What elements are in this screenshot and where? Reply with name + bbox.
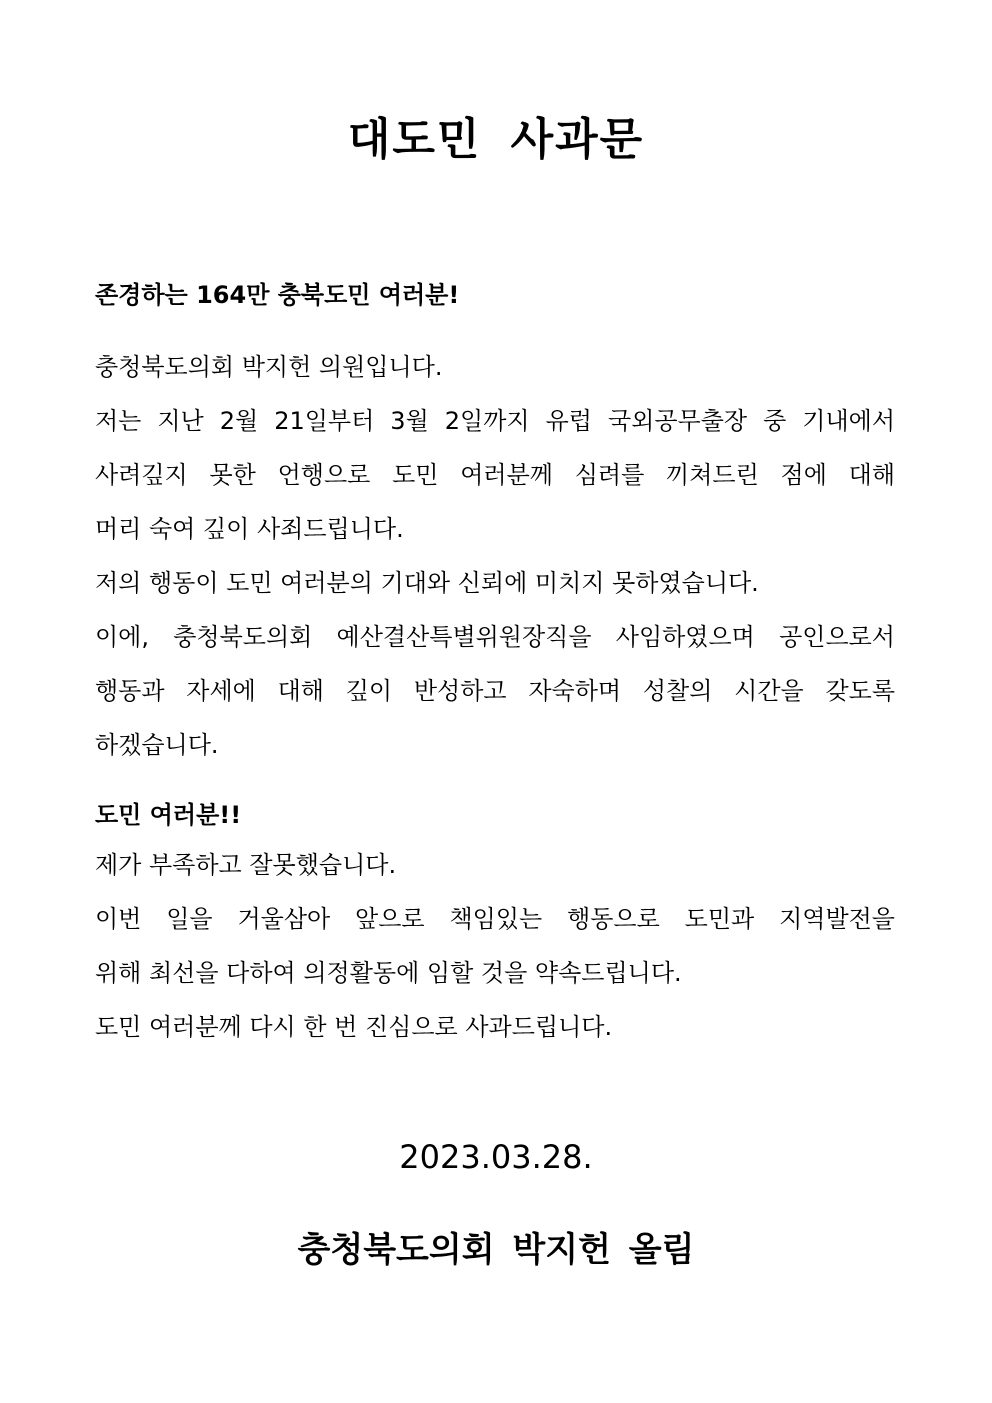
paragraph-line: 머리 숙여 깊이 사죄드립니다. — [95, 515, 404, 543]
document-date: 2023.03.28. — [399, 1138, 593, 1176]
paragraph-line: 도민 여러분께 다시 한 번 진심으로 사과드립니다. — [95, 1013, 613, 1041]
greeting-heading: 존경하는 164만 충북도민 여러분! — [95, 281, 460, 309]
paragraph-line: 이번 일을 거울삼아 앞으로 책임있는 행동으로 도민과 지역발전을 — [95, 905, 895, 933]
signature: 충청북도의회 박지헌 올림 — [297, 1230, 695, 1270]
apology-paragraph-2 — [95, 838, 895, 1054]
paragraph-line: 저의 행동이 도민 여러분의 기대와 신뢰에 미치지 못하였습니다. — [95, 569, 759, 597]
second-address-heading: 도민 여러분!! — [95, 801, 242, 829]
paragraph-line: 이에, 충청북도의회 예산결산특별위원장직을 사임하였으며 공인으로서 — [95, 623, 895, 651]
paragraph-line: 충청북도의회 박지헌 의원입니다. — [95, 353, 443, 381]
document-title: 대도민 사과문 — [347, 114, 645, 165]
paragraph-line: 사려깊지 못한 언행으로 도민 여러분께 심려를 끼쳐드린 점에 대해 — [95, 461, 895, 489]
paragraph-line: 행동과 자세에 대해 깊이 반성하고 자숙하며 성찰의 시간을 갖도록 — [95, 677, 895, 705]
paragraph-line: 제가 부족하고 잘못했습니다. — [95, 851, 397, 879]
paragraph-line: 하겠습니다. — [95, 731, 219, 759]
paragraph-line: 위해 최선을 다하여 의정활동에 임할 것을 약속드립니다. — [95, 959, 682, 987]
paragraph-line: 저는 지난 2월 21일부터 3월 2일까지 유럽 국외공무출장 중 기내에서 — [95, 407, 895, 435]
apology-paragraph-1 — [95, 340, 895, 772]
